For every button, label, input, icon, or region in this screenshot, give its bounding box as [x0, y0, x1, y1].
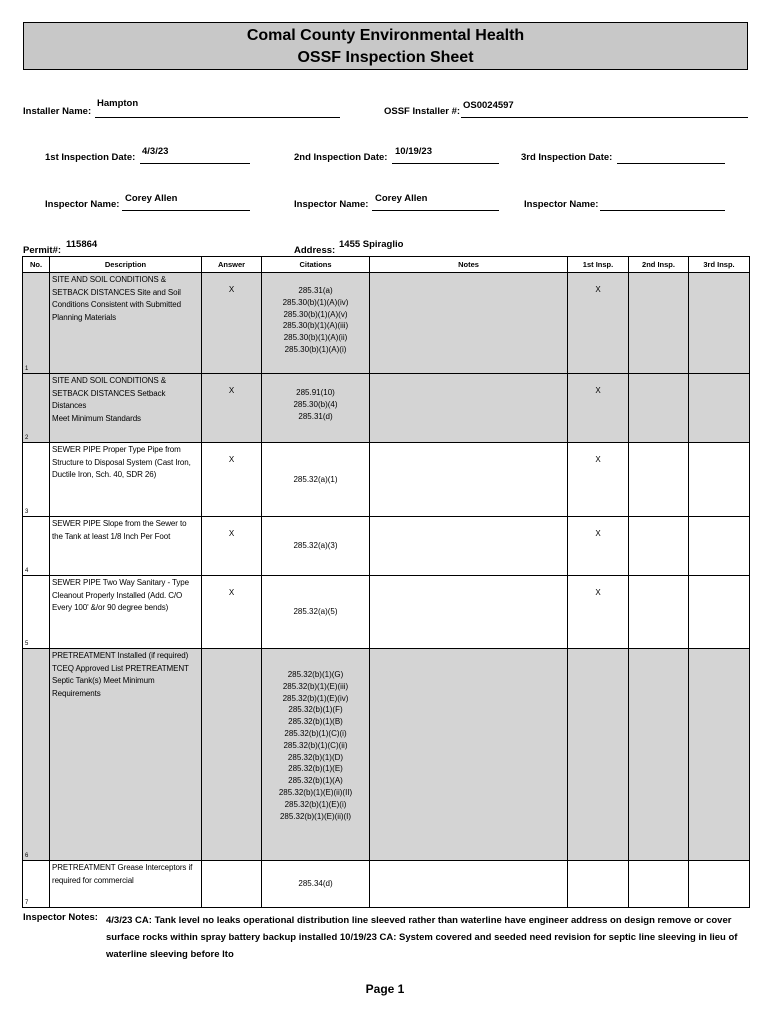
col-header-no: No.: [23, 257, 50, 273]
table-header-row: [23, 257, 750, 273]
row-description: PRETREATMENT Grease Interceptors if required for commercial: [50, 861, 202, 908]
table-row: [23, 861, 750, 908]
row-insp-1: X: [568, 374, 629, 443]
row-number: 5: [25, 641, 29, 647]
row-answer: X: [202, 273, 262, 374]
inspector-notes-text: 4/3/23 CA: Tank level no leaks operational distribution line sleeved rather than waterline have engineer address on design remove or cover surface rocks within spray battery backup installed 10/19/23 CA: System covered and seeded need revision for septic line sleeving in lieu of waterline sleeving before lto: [106, 915, 738, 960]
row-notes: [370, 517, 568, 576]
inspector-name-line-1: [122, 210, 250, 211]
row-citations: 285.32(a)(3): [262, 517, 370, 576]
row-insp-3: [689, 861, 750, 908]
row-answer: [202, 861, 262, 908]
ossf-installer-label: OSSF Installer #:: [384, 106, 461, 117]
row-insp-2: [629, 649, 689, 861]
row-description: SEWER PIPE Slope from the Sewer to the Tank at least 1/8 Inch Per Foot: [50, 517, 202, 576]
row-notes: [370, 861, 568, 908]
row-description: SITE AND SOIL CONDITIONS & SETBACK DISTANCES Setback Distances Meet Minimum Standards: [50, 374, 202, 443]
ossf-installer-value: OS0024597: [463, 100, 514, 111]
first-inspection-date-label: 1st Inspection Date:: [45, 152, 136, 163]
inspector-name-line-2: [372, 210, 499, 211]
col-header-description: Description: [50, 257, 202, 273]
row-citations: 285.32(b)(1)(G) 285.32(b)(1)(E)(iii) 285.32(b)(1)(E)(iv) 285.32(b)(1)(F) 285.32(b)(1)(B) 285.32(b)(1)(C)(i) 285.32(b)(1)(C)(ii) 285.32(b)(1)(D) 285.32(b)(1)(E) 285.32(b)(1)(A) 285.32(b)(1)(E)(ii)(II) 285.32(b)(1)(E)(i) 285.32(b)(1)(E)(ii)(I): [262, 649, 370, 861]
row-answer: [202, 649, 262, 861]
row-insp-1: X: [568, 273, 629, 374]
address-value: 1455 Spiraglio: [339, 239, 404, 250]
row-citations: 285.34(d): [262, 861, 370, 908]
table-row: [23, 443, 750, 517]
row-insp-3: [689, 374, 750, 443]
row-insp-3: [689, 443, 750, 517]
permit-value: 115864: [66, 239, 98, 250]
inspector-name-line-3: [600, 210, 725, 211]
inspector-notes-label: Inspector Notes:: [23, 912, 98, 923]
row-description: SEWER PIPE Proper Type Pipe from Structure to Disposal System (Cast Iron, Ductile Iron, Sch. 40, SDR 26): [50, 443, 202, 517]
row-answer: X: [202, 517, 262, 576]
row-answer: X: [202, 576, 262, 649]
document-header: [23, 22, 748, 70]
address-label: Address:: [294, 245, 336, 256]
table-row: [23, 517, 750, 576]
row-citations: 285.31(a) 285.30(b)(1)(A)(iv) 285.30(b)(1)(A)(v) 285.30(b)(1)(A)(iii) 285.30(b)(1)(A)(ii) 285.30(b)(1)(A)(i): [262, 273, 370, 374]
row-number: 4: [25, 568, 29, 574]
row-number: 6: [25, 853, 29, 859]
row-insp-1: X: [568, 517, 629, 576]
row-insp-2: [629, 443, 689, 517]
row-insp-3: [689, 517, 750, 576]
row-citations: 285.32(a)(5): [262, 576, 370, 649]
col-header-citations: Citations: [262, 257, 370, 273]
second-inspection-date-label: 2nd Inspection Date:: [294, 152, 388, 163]
row-insp-1: [568, 861, 629, 908]
table-row: [23, 576, 750, 649]
inspector-name-label-3: Inspector Name:: [524, 199, 599, 210]
row-insp-3: [689, 273, 750, 374]
row-description: SEWER PIPE Two Way Sanitary - Type Cleanout Properly Installed (Add. C/O Every 100' &/or 90 degree bends): [50, 576, 202, 649]
header-title: Comal County Environmental Health: [246, 27, 525, 44]
row-insp-1: X: [568, 443, 629, 517]
table-row: [23, 374, 750, 443]
second-inspection-date-line: [392, 163, 499, 164]
col-header-notes: Notes: [370, 257, 568, 273]
col-header-3rd-insp: 3rd Insp.: [689, 257, 750, 273]
row-notes: [370, 273, 568, 374]
row-answer: X: [202, 374, 262, 443]
permit-label: Permit#:: [23, 245, 62, 256]
row-number: 1: [25, 366, 29, 372]
row-insp-3: [689, 576, 750, 649]
second-inspection-date-value: 10/19/23: [395, 146, 432, 157]
row-notes: [370, 649, 568, 861]
header-subtitle: OSSF Inspection Sheet: [297, 49, 474, 66]
row-answer: X: [202, 443, 262, 517]
row-insp-1: [568, 649, 629, 861]
row-insp-2: [629, 374, 689, 443]
row-insp-2: [629, 517, 689, 576]
inspection-table: [22, 256, 750, 908]
row-number: 3: [25, 509, 29, 515]
installer-name-label: Installer Name:: [23, 106, 92, 117]
first-inspection-date-value: 4/3/23: [142, 146, 169, 157]
inspector-name-label-2: Inspector Name:: [294, 199, 369, 210]
col-header-1st-insp: 1st Insp.: [568, 257, 629, 273]
row-insp-1: X: [568, 576, 629, 649]
row-insp-2: [629, 861, 689, 908]
inspector-name-label-1: Inspector Name:: [45, 199, 120, 210]
col-header-2nd-insp: 2nd Insp.: [629, 257, 689, 273]
inspector-name-value-2: Corey Allen: [375, 193, 428, 204]
row-notes: [370, 576, 568, 649]
third-inspection-date-line: [617, 163, 725, 164]
col-header-answer: Answer: [202, 257, 262, 273]
installer-name-line: [95, 117, 340, 118]
row-description: PRETREATMENT Installed (if required) TCEQ Approved List PRETREATMENT Septic Tank(s) Meet Minimum Requirements: [50, 649, 202, 861]
inspector-name-value-1: Corey Allen: [125, 193, 178, 204]
row-number: 7: [25, 900, 29, 906]
page-number: Page 1: [365, 982, 405, 996]
row-insp-3: [689, 649, 750, 861]
row-number: 2: [25, 435, 29, 441]
row-description: SITE AND SOIL CONDITIONS & SETBACK DISTANCES Site and Soil Conditions Consistent with Submitted Planning Materials: [50, 273, 202, 374]
row-citations: 285.32(a)(1): [262, 443, 370, 517]
table-row: [23, 273, 750, 374]
installer-name-value: Hampton: [97, 98, 139, 109]
ossf-installer-line: [461, 117, 748, 118]
row-notes: [370, 374, 568, 443]
table-row: [23, 649, 750, 861]
row-citations: 285.91(10) 285.30(b)(4) 285.31(d): [262, 374, 370, 443]
row-notes: [370, 443, 568, 517]
first-inspection-date-line: [140, 163, 250, 164]
row-insp-2: [629, 273, 689, 374]
row-insp-2: [629, 576, 689, 649]
third-inspection-date-label: 3rd Inspection Date:: [521, 152, 613, 163]
